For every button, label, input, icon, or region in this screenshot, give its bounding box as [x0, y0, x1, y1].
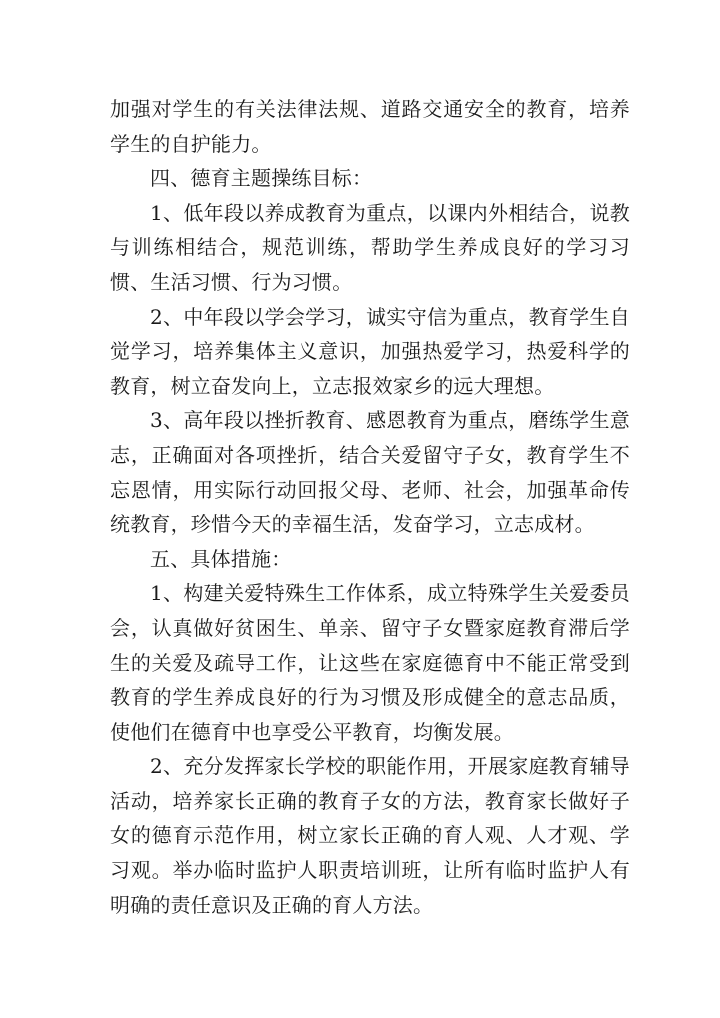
paragraph-goal-lower-grades: 1、低年段以养成教育为重点，以课内外相结合，说教与训练相结合，规范训练，帮助学生养成良好的学习习惯、生活习惯、行为习惯。	[110, 200, 630, 294]
paragraph-measure-1: 1、构建关爱特殊生工作体系，成立特殊学生关爱委员会，认真做好贫困生、单亲、留守子女暨家庭教育滞后学生的关爱及疏导工作，让这些在家庭德育中不能正常受到教育的学生养成良好的行为习惯及形成健全的意志品质，使他们在德育中也享受公平教育，均衡发展。	[110, 581, 630, 744]
paragraph-goal-upper-grades: 3、高年段以挫折教育、感恩教育为重点，磨练学生意志，正确面对各项挫折，结合关爱留守子女，教育学生不忘恩情，用实际行动回报父母、老师、社会，加强革命传统教育，珍惜今天的幸福生活，发奋学习，立志成材。	[110, 408, 630, 537]
paragraph-continuation: 加强对学生的有关法律法规、道路交通安全的教育，培养学生的自护能力。	[110, 97, 630, 156]
paragraph-measure-2: 2、充分发挥家长学校的职能作用，开展家庭教育辅导活动，培养家长正确的教育子女的方法，教育家长做好子女的德育示范作用，树立家长正确的育人观、人才观、学习观。举办临时监护人职责培训班，让所有临时监护人有明确的责任意识及正确的育人方法。	[110, 754, 630, 917]
document-body	[110, 92, 630, 922]
paragraph-goal-middle-grades: 2、中年段以学会学习，诚实守信为重点，教育学生自觉学习，培养集体主义意识，加强热爱学习，热爱科学的教育，树立奋发向上，立志报效家乡的远大理想。	[110, 304, 630, 398]
section-heading-measures: 五、具体措施：	[150, 546, 292, 571]
section-heading-goals: 四、德育主题操练目标：	[150, 166, 373, 191]
